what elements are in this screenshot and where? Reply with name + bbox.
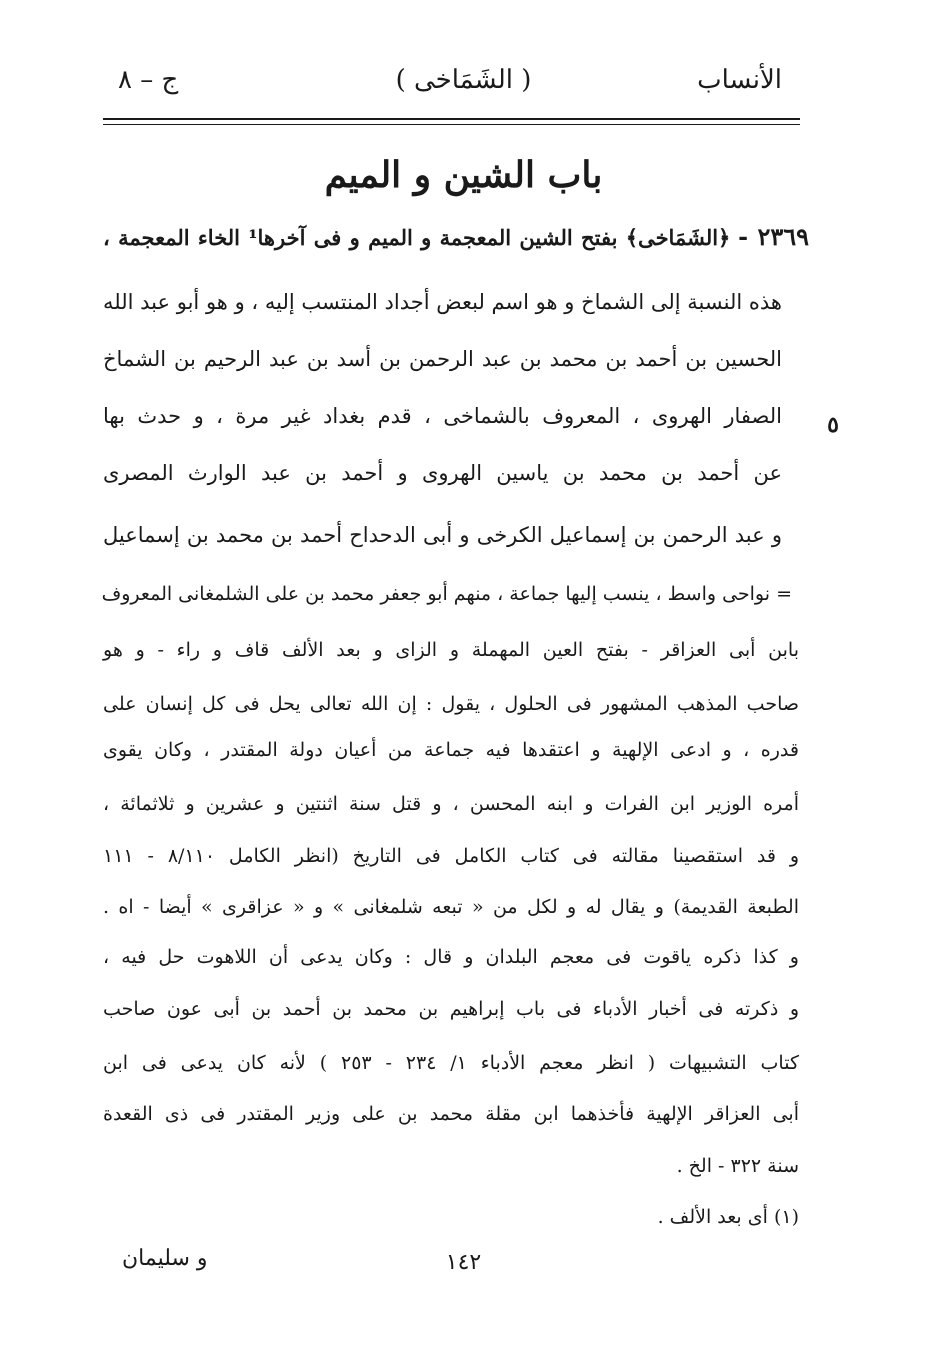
entry-line: الحسين بن أحمد بن محمد بن عبد الرحمن بن أسد بن عبد الرحيم بن الشماخ [103,347,782,371]
footnote-line: قدره ، و ادعى الإلهية و اعتقدها فيه جماعة من أعيان دولة المقتدر ، وكان يقوى [103,739,799,761]
entry-line: الصفار الهروى ، المعروف بالشماخى ، قدم بغداد غير مرة ، و حدث بها [103,404,782,428]
footnote-line: أبى العزاقر الإلهية فأخذهما ابن مقلة محمد بن على وزير المقتدر فى ذى القعدة [103,1103,799,1125]
header-rule-thin [103,124,800,125]
entry-line: عن أحمد بن محمد بن ياسين الهروى و أحمد بن عبد الوارث المصرى [103,461,782,485]
catchword: و سليمان [122,1246,208,1271]
footnote-line: و ذكرته فى أخبار الأدباء فى باب إبراهيم بن محمد بن أحمد بن أبى عون صاحب [103,998,799,1020]
footnote-line: و كذا ذكره ياقوت فى معجم البلدان و قال : وكان يدعى أن اللاهوت حل فيه ، [103,946,799,968]
footnote-line: = نواحى واسط ، ينسب إليها جماعة ، منهم أبو جعفر محمد بن على الشلمغانى المعروف [101,583,792,605]
footnote-line: سنة ٣٢٢ - الخ . [676,1155,799,1177]
footnote-line: أمره الوزير ابن الفرات و ابنه المحسن ، و قتل سنة اثنتين و عشرين و ثلاثمائة ، [103,793,799,815]
entry-number: ٢٣٦٩ - [738,222,809,251]
margin-line-number: ٥ [827,412,839,438]
footnote-line: صاحب المذهب المشهور فى الحلول ، يقول : إن الله تعالى يحل فى كل إنسان على [103,693,799,715]
chapter-title: باب الشين و الميم [324,154,603,196]
running-header-volume: ج – ٨ [118,65,179,95]
footnote-line: و قد استقصينا مقالته فى كتاب الكامل فى التاريخ (انظر الكامل ٨/١١٠ - ١١١ [103,845,799,867]
entry-first-line [103,222,809,253]
running-header-section: الأنساب [697,65,782,95]
footnote-line: بابن أبى العزاقر - بفتح العين المهملة و الزاى و بعد الألف قاف و راء - و هو [103,639,799,661]
entry-line: هذه النسبة إلى الشماخ و هو اسم لبعض أجداد المنتسب إليه ، و هو أبو عبد الله [103,290,782,314]
page-number: ١٤٢ [445,1250,482,1275]
footnote-line: الطبعة القديمة) و يقال له و لكل من « تبعه شلمغانى » و « عزاقرى » أيضا - اه . [103,896,799,918]
entry-heading-text: ﴿الشَمَاخى﴾ بفتح الشين المعجمة و الميم و فى آخرها¹ الخاء المعجمة ، [103,225,731,250]
footnote-note-1: (١) أى بعد الألف . [657,1206,799,1228]
running-header-entry: ( الشَمَاخى ) [395,65,532,95]
entry-line: و عبد الرحمن بن إسماعيل الكرخى و أبى الدحداح أحمد بن محمد بن إسماعيل [103,523,782,547]
footnote-line: كتاب التشبيهات ( انظر معجم الأدباء ١/ ٢٣٤ - ٢٥٣ ) لأنه كان يدعى فى ابن [103,1052,800,1074]
header-rule-thick [103,118,800,120]
